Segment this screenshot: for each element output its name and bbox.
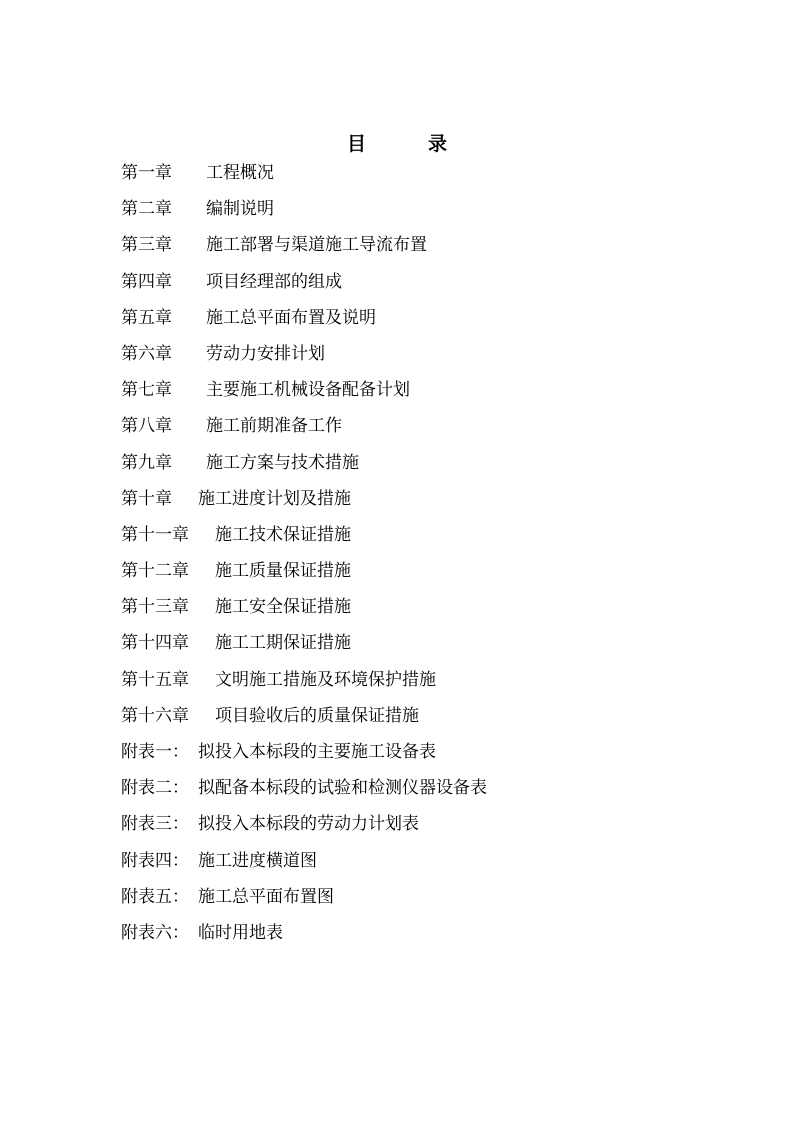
toc-entry: [121, 336, 487, 372]
chapter-title: 施工安全保证措施: [215, 597, 351, 618]
chapter-title: 施工进度计划及措施: [198, 488, 351, 509]
toc-entry: [121, 553, 487, 589]
chapter-number: 第十章: [121, 488, 172, 509]
toc-entry: [121, 698, 487, 734]
appendix-title: 拟配备本标段的试验和检测仪器设备表: [198, 778, 487, 799]
chapter-number: 第十六章: [121, 705, 189, 726]
chapter-number: 第五章: [121, 307, 172, 328]
appendix-number: 附表五：: [121, 886, 189, 907]
chapter-number: 第十三章: [121, 597, 189, 618]
chapter-title: 劳动力安排计划: [206, 343, 325, 364]
chapter-number: 第十一章: [121, 524, 189, 545]
chapter-title: 施工部署与渠道施工导流布置: [206, 235, 427, 256]
toc-entry: [121, 191, 487, 227]
appendix-entry: [121, 734, 487, 770]
toc-entry: [121, 264, 487, 300]
chapter-title: 编制说明: [206, 199, 274, 220]
chapter-number: 第十五章: [121, 669, 189, 690]
appendix-entry: [121, 770, 487, 806]
chapter-number: 第十二章: [121, 561, 189, 582]
chapter-number: 第十四章: [121, 633, 189, 654]
chapter-title: 施工方案与技术措施: [206, 452, 359, 473]
appendix-number: 附表三：: [121, 814, 189, 835]
appendix-title: 施工总平面布置图: [198, 886, 334, 907]
chapter-title: 项目经理部的组成: [206, 271, 342, 292]
page-title: [0, 130, 794, 158]
chapter-number: 第六章: [121, 343, 172, 364]
title-char-1: 目: [346, 133, 366, 155]
appendix-number: 附表四：: [121, 850, 189, 871]
chapter-title: 工程概况: [206, 163, 274, 183]
appendix-title: 临时用地表: [198, 922, 283, 943]
toc-entry: [121, 408, 487, 444]
appendix-title: 拟投入本标段的劳动力计划表: [198, 814, 419, 835]
title-char-2: 录: [428, 133, 448, 155]
chapter-title: 施工工期保证措施: [215, 633, 351, 654]
chapter-number: 第四章: [121, 271, 172, 292]
appendix-entry: [121, 879, 487, 915]
chapter-number: 第八章: [121, 416, 172, 437]
chapter-number: 第三章: [121, 235, 172, 256]
chapter-title: 施工技术保证措施: [215, 524, 351, 545]
appendix-entry: [121, 843, 487, 879]
toc-entry: [121, 625, 487, 661]
chapter-number: 第一章: [121, 163, 172, 183]
toc-entry: [121, 300, 487, 336]
chapter-number: 第二章: [121, 199, 172, 220]
appendix-number: 附表一：: [121, 742, 189, 762]
toc-entry: [121, 662, 487, 698]
appendix-title: 拟投入本标段的主要施工设备表: [198, 742, 436, 762]
appendix-number: 附表二：: [121, 778, 189, 799]
toc-entry: [121, 517, 487, 553]
toc-entry: [121, 481, 487, 517]
chapter-title: 主要施工机械设备配备计划: [206, 380, 410, 401]
chapter-number: 第九章: [121, 452, 172, 473]
appendix-entry: [121, 806, 487, 842]
chapter-title: 施工质量保证措施: [215, 561, 351, 582]
chapter-title: 施工前期准备工作: [206, 416, 342, 437]
toc-entry: [121, 155, 487, 191]
appendix-number: 附表六：: [121, 922, 189, 943]
chapter-title: 文明施工措施及环境保护措施: [215, 669, 436, 690]
toc-entry: [121, 227, 487, 263]
toc-entry: [121, 445, 487, 481]
appendix-entry: [121, 915, 487, 951]
table-of-contents: [121, 155, 487, 951]
toc-entry: [121, 589, 487, 625]
toc-entry: [121, 372, 487, 408]
appendix-title: 施工进度横道图: [198, 850, 317, 871]
chapter-number: 第七章: [121, 380, 172, 401]
chapter-title: 施工总平面布置及说明: [206, 307, 376, 328]
chapter-title: 项目验收后的质量保证措施: [215, 705, 419, 726]
